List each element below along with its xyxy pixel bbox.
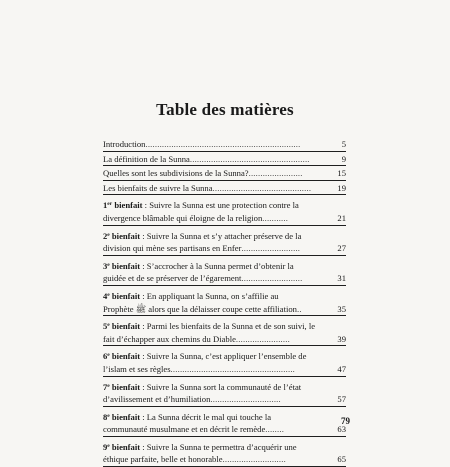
- toc-entry-label-cont: division qui mène ses partisans en Enfer: [103, 243, 242, 254]
- toc-entry: 8e bienfait : La Sunna décrit le mal qui touche la communauté musulmane et en décrit le remède........ 63: [103, 410, 346, 437]
- toc-entry-label: : S’accrocher à la Sunna permet d’obtenir la: [140, 260, 294, 271]
- toc-entry-page: 47: [337, 363, 346, 374]
- toc-entry-page: 9: [341, 153, 346, 164]
- page-number: 79: [341, 416, 350, 426]
- toc-entry-label: : Suivre la Sunna, c’est appliquer l’ensemble de: [140, 351, 307, 362]
- toc-entry-label: : Parmi les bienfaits de la Sunna et de son suivi, le: [140, 321, 316, 332]
- toc-entry-label: Les bienfaits de suivre la Sunna: [103, 182, 213, 193]
- toc-entry: 3e bienfait : S’accrocher à la Sunna permet d’obtenir la guidée et de se préserver de l’égarement.......................... 31: [103, 259, 346, 286]
- toc-entry-label-cont: fait d’échapper aux chemins du Diable: [103, 333, 236, 344]
- toc-entry-page: 65: [337, 454, 346, 465]
- toc-entry-label-cont: communauté musulmane et en décrit le remède: [103, 424, 266, 435]
- toc-entry: 7e bienfait : Suivre la Sunna sort la communauté de l’état d’avilissement et d’humiliation.............................. 57: [103, 380, 346, 407]
- toc-entry: Introduction.................................................................. 5: [103, 138, 346, 152]
- toc-entry-page: 63: [337, 424, 346, 435]
- toc-entry: 9e bienfait : Suivre la Sunna te permettra d’acquérir une éthique parfaite, belle et honorable........................... 65: [103, 440, 346, 467]
- table-of-contents: [103, 138, 346, 467]
- toc-entry-page: 31: [337, 273, 346, 284]
- toc-entry-label-cont: divergence blâmable qui éloigne de la religion: [103, 212, 263, 223]
- toc-entry-page: 19: [337, 182, 346, 193]
- toc-entry-page: 35: [337, 303, 346, 314]
- toc-entry: 1er bienfait : Suivre la Sunna est une protection contre la divergence blâmable qui éloigne de la religion........... 21: [103, 198, 346, 225]
- toc-entry-page: 27: [337, 243, 346, 254]
- toc-entry-page: 39: [337, 333, 346, 344]
- toc-entry-label: : Suivre la Sunna te permettra d’acquérir une: [140, 441, 297, 452]
- toc-entry: 4e bienfait : En appliquant la Sunna, on s’affilie au Prophète ﷺ alors que la délaisser coupe cette affiliation.. 35: [103, 289, 346, 316]
- toc-entry-label: Quelles sont les subdivisions de la Sunna?: [103, 168, 249, 179]
- toc-entry-label: : Suivre la Sunna sort la communauté de l’état: [140, 381, 302, 392]
- toc-entry: 2e bienfait : Suivre la Sunna et s’y attacher préserve de la division qui mène ses partisans en Enfer......................... 27: [103, 229, 346, 256]
- toc-entry: La définition de la Sunna................................................... 9: [103, 153, 346, 167]
- toc-entry-page: 5: [341, 139, 346, 149]
- toc-entry: Les bienfaits de suivre la Sunna.......................................... 19: [103, 182, 346, 196]
- toc-entry-label-cont: l’islam et ses règles: [103, 363, 171, 374]
- toc-entry-label: : La Sunna décrit le mal qui touche la: [140, 411, 272, 422]
- toc-entry-label: Introduction: [103, 139, 146, 149]
- toc-entry-page: 15: [337, 168, 346, 179]
- toc-entry-label: La définition de la Sunna: [103, 153, 190, 164]
- toc-entry-label-cont: guidée et de se préserver de l’égarement: [103, 273, 242, 284]
- toc-entry-label-cont: Prophète ﷺ alors que la délaisser coupe cette affiliation: [103, 303, 297, 314]
- toc-entry: 6e bienfait : Suivre la Sunna, c’est appliquer l’ensemble de l’islam et ses règles..................................................... 47: [103, 349, 346, 376]
- toc-entry-label: : En appliquant la Sunna, on s’affilie au: [140, 290, 279, 301]
- toc-entry-page: 57: [337, 394, 346, 405]
- toc-entry-label: : Suivre la Sunna et s’y attacher préserve de la: [140, 230, 302, 241]
- toc-entry-label-cont: éthique parfaite, belle et honorable: [103, 454, 223, 465]
- toc-entry: 5e bienfait : Parmi les bienfaits de la Sunna et de son suivi, le fait d’échapper aux chemins du Diable....................... 39: [103, 319, 346, 346]
- toc-entry-page: 21: [337, 212, 346, 223]
- page-title: Table des matières: [156, 100, 294, 119]
- toc-entry: Quelles sont les subdivisions de la Sunna?....................... 15: [103, 167, 346, 181]
- toc-entry-label: : Suivre la Sunna est une protection contre la: [142, 200, 299, 211]
- toc-entry-label-cont: d’avilissement et d’humiliation: [103, 394, 211, 405]
